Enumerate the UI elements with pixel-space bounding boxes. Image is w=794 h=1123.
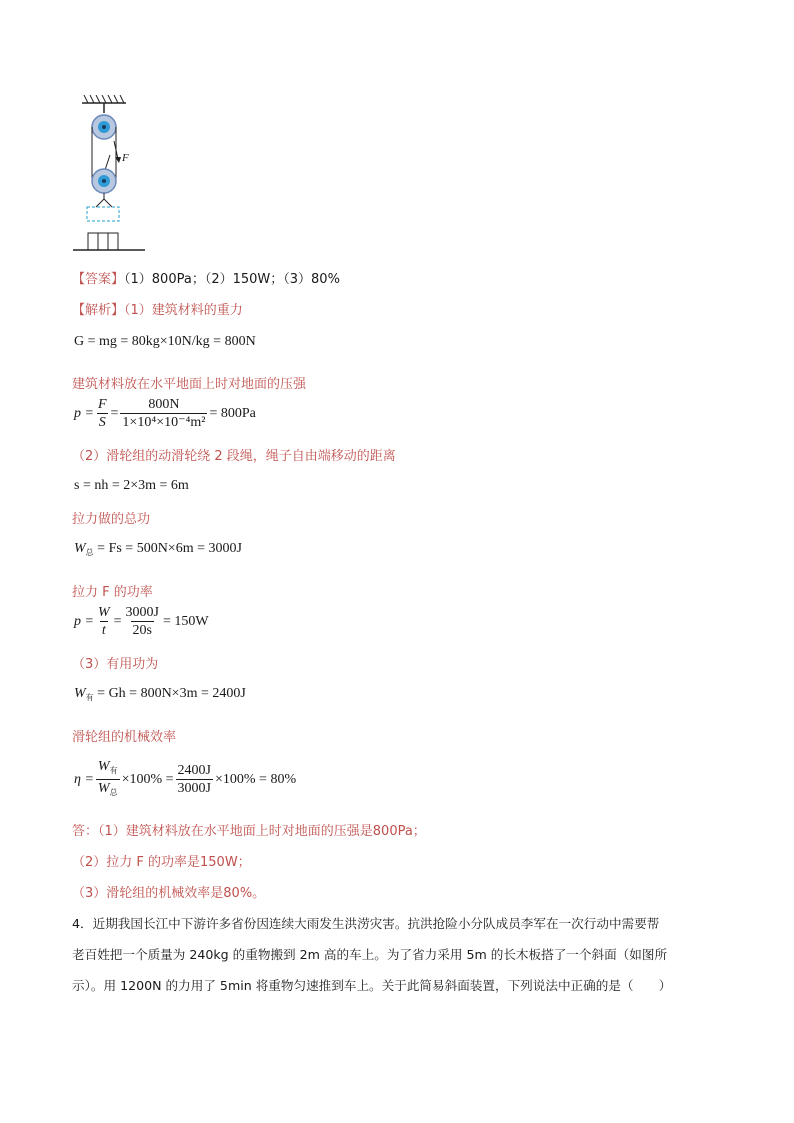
fraction-values — [124, 604, 161, 639]
frac-den: 3000J — [177, 781, 211, 796]
power-lhs: p = — [74, 613, 94, 629]
answer-text: （1）800Pa；（2）150W；（3）80% — [124, 272, 340, 287]
power-heading: 拉力 F 的功率 — [72, 585, 153, 600]
equals: = — [113, 613, 122, 629]
useful-work-rhs: = Gh = 800N×3m = 2400J — [93, 686, 246, 701]
work-heading: 拉力做的总功 — [72, 512, 151, 527]
frac-den: 20s — [132, 623, 152, 638]
movable-pulley — [92, 169, 116, 193]
equation-efficiency — [74, 758, 296, 801]
frac-num: 2400J — [177, 763, 211, 778]
work-rhs: = Fs = 500N×6m = 3000J — [93, 541, 242, 556]
fraction-F-over-S — [96, 396, 109, 431]
fraction-values — [120, 396, 207, 431]
equation-distance: s = nh = 2×3m = 6m — [74, 478, 189, 493]
frac-num: 3000J — [125, 605, 159, 620]
useful-work-symbol: W — [74, 686, 86, 701]
equation-gravity: G = mg = 80kg×10N/kg = 800N — [74, 334, 256, 349]
frac-den: S — [98, 415, 106, 430]
analysis-intro — [72, 299, 243, 318]
part2-heading: （2）滑轮组的动滑轮绕 2 段绳，绳子自由端移动的距离 — [72, 449, 396, 464]
fraction-work-ratio: $\frac{W_有}{W_总}$ — [96, 758, 120, 801]
frac-den: 1×10⁴×10⁻⁴m² — [122, 415, 206, 430]
conclusion-line-2: （2）拉力 F 的功率是150W； — [72, 855, 251, 870]
ground-with-materials — [73, 233, 145, 250]
frac-num: W — [97, 605, 110, 620]
denominator-subscript: 总 — [109, 788, 118, 797]
force-label: F — [122, 152, 129, 164]
frac-den: t — [101, 623, 106, 638]
analysis-part1: （1）建筑材料的重力 — [124, 303, 243, 318]
frac-num: F — [97, 397, 107, 412]
pressure-heading: 建筑材料放在水平地面上时对地面的压强 — [72, 377, 307, 392]
answer-line — [72, 268, 340, 287]
efficiency-result: ×100% = 80% — [214, 771, 297, 787]
pressure-lhs: p = — [74, 405, 94, 421]
equals: = — [110, 405, 119, 421]
part3-heading: （3）有用功为 — [72, 657, 159, 672]
work-subscript: 总 — [85, 548, 94, 557]
conclusion-line-3: （3）滑轮组的机械效率是80%。 — [72, 886, 266, 901]
equation-work — [74, 541, 242, 558]
pulley-system-figure — [70, 95, 160, 255]
fraction-W-over-t — [96, 604, 112, 639]
efficiency-lhs: η = — [74, 771, 94, 787]
power-result: = 150W — [162, 613, 209, 629]
ceiling — [82, 95, 126, 113]
frac-num: 800N — [148, 397, 180, 412]
answer-tag: 【答案】 — [72, 272, 125, 287]
question4-line-3: 示）。用 1200N 的力用了 5min 将重物匀速推到车上。关于此简易斜面装置，下列说法中正确的是（ ） — [72, 978, 672, 993]
conclusion-line-1: 答：（1）建筑材料放在水平地面上时对地面的压强是800Pa； — [72, 824, 426, 839]
question4-line-1: 4．近期我国长江中下游许多省份因连续大雨发生洪涝灾害。抗洪抢险小分队成员李军在一次行动中需要帮 — [72, 916, 660, 931]
fixed-pulley — [92, 115, 116, 139]
load-dashed — [87, 207, 119, 221]
work-symbol: W — [74, 541, 86, 556]
equation-useful-work — [74, 686, 246, 703]
pressure-result: = 800Pa — [209, 405, 256, 421]
fraction-values — [176, 762, 213, 797]
question4-line-2: 老百姓把一个质量为 240kg 的重物搬到 2m 高的车上。为了省力采用 5m 的长木板搭了一个斜面（如图所 — [72, 947, 668, 962]
equation-pressure — [74, 396, 256, 431]
numerator-subscript: 有 — [109, 766, 118, 775]
useful-work-subscript: 有 — [85, 693, 94, 702]
efficiency-heading: 滑轮组的机械效率 — [72, 730, 177, 745]
equation-power — [74, 604, 209, 639]
efficiency-mid: ×100% = — [121, 771, 174, 787]
analysis-tag: 【解析】 — [72, 303, 125, 318]
hook — [96, 193, 112, 207]
